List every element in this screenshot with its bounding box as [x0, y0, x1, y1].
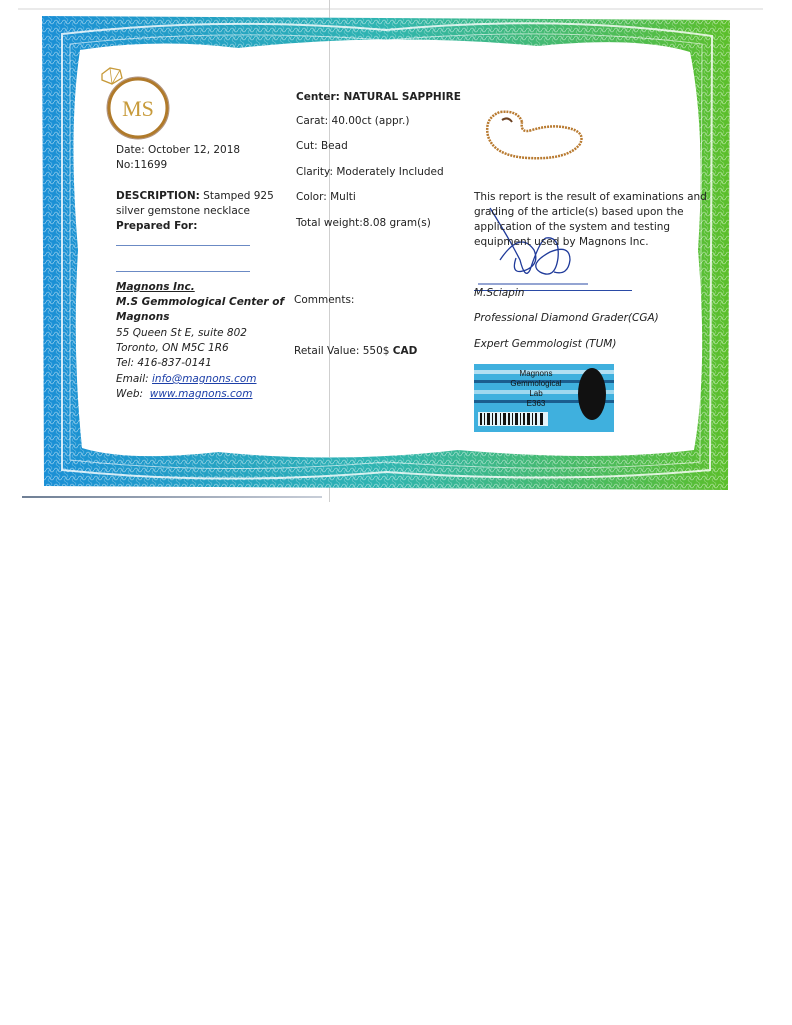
- clarity: Clarity: Moderately Included: [296, 166, 444, 178]
- address-line1: 55 Queen St E, suite 802: [116, 327, 247, 339]
- email-row: [116, 372, 257, 387]
- comments-label: Comments:: [294, 294, 355, 306]
- retail-value: [294, 344, 417, 359]
- telephone: Tel: 416-837-0141: [116, 357, 212, 369]
- lab-seal-hologram: [474, 364, 614, 432]
- ms-logo: [96, 64, 172, 140]
- report-line2: grading of the article(s) based upon the: [474, 206, 684, 218]
- retail-label: Retail Value: 550$: [294, 345, 390, 357]
- web-label: Web:: [116, 388, 144, 400]
- email-label: Email:: [116, 373, 149, 385]
- report-line4: equipment used by Magnons Inc.: [474, 236, 649, 248]
- description-line2: silver gemstone necklace: [116, 205, 251, 217]
- signer-title-2: Expert Gemmologist (TUM): [474, 338, 617, 350]
- svg-text:MS: MS: [122, 96, 154, 121]
- web-link[interactable]: www.magnons.com: [149, 388, 253, 400]
- svg-text:Gemmological: Gemmological: [510, 379, 562, 388]
- prepared-for-label: Prepared For:: [116, 220, 198, 232]
- email-link[interactable]: info@magnons.com: [152, 373, 257, 385]
- center-value: NATURAL SAPPHIRE: [343, 91, 461, 103]
- center-label: Center:: [296, 91, 340, 103]
- prepared-for-line-1: [116, 245, 250, 246]
- prepared-for-line-2: [116, 271, 250, 272]
- description-line1: [116, 189, 274, 204]
- total-weight: Total weight:8.08 gram(s): [296, 217, 431, 229]
- description-value: Stamped 925: [203, 190, 274, 202]
- scan-edge-bottom: [22, 496, 322, 498]
- date-text: Date: October 12, 2018: [116, 144, 241, 156]
- center-name-line1: M.S Gemmological Center of: [116, 296, 285, 308]
- cut: Cut: Bead: [296, 140, 348, 152]
- signer-name: M.Sciapin: [474, 287, 525, 299]
- carat: Carat: 40.00ct (appr.): [296, 115, 410, 127]
- web-row: [116, 387, 252, 402]
- svg-text:Magnons: Magnons: [519, 369, 553, 378]
- address-line2: Toronto, ON M5C 1R6: [116, 342, 229, 354]
- svg-text:E363: E363: [526, 399, 546, 408]
- color: Color: Multi: [296, 191, 356, 203]
- center-stone: [296, 90, 461, 105]
- description-label: DESCRIPTION:: [116, 190, 200, 202]
- certificate-number: No:11699: [116, 159, 168, 171]
- center-name-line2: Magnons: [116, 311, 170, 323]
- signer-title-1: Professional Diamond Grader(CGA): [474, 312, 659, 324]
- company-name: Magnons Inc.: [116, 281, 195, 293]
- svg-text:Lab: Lab: [529, 389, 543, 398]
- report-line3: application of the system and testing: [474, 221, 671, 233]
- necklace-image: [482, 100, 587, 162]
- report-line1: This report is the result of examinations and: [474, 191, 707, 203]
- retail-currency: CAD: [392, 345, 418, 357]
